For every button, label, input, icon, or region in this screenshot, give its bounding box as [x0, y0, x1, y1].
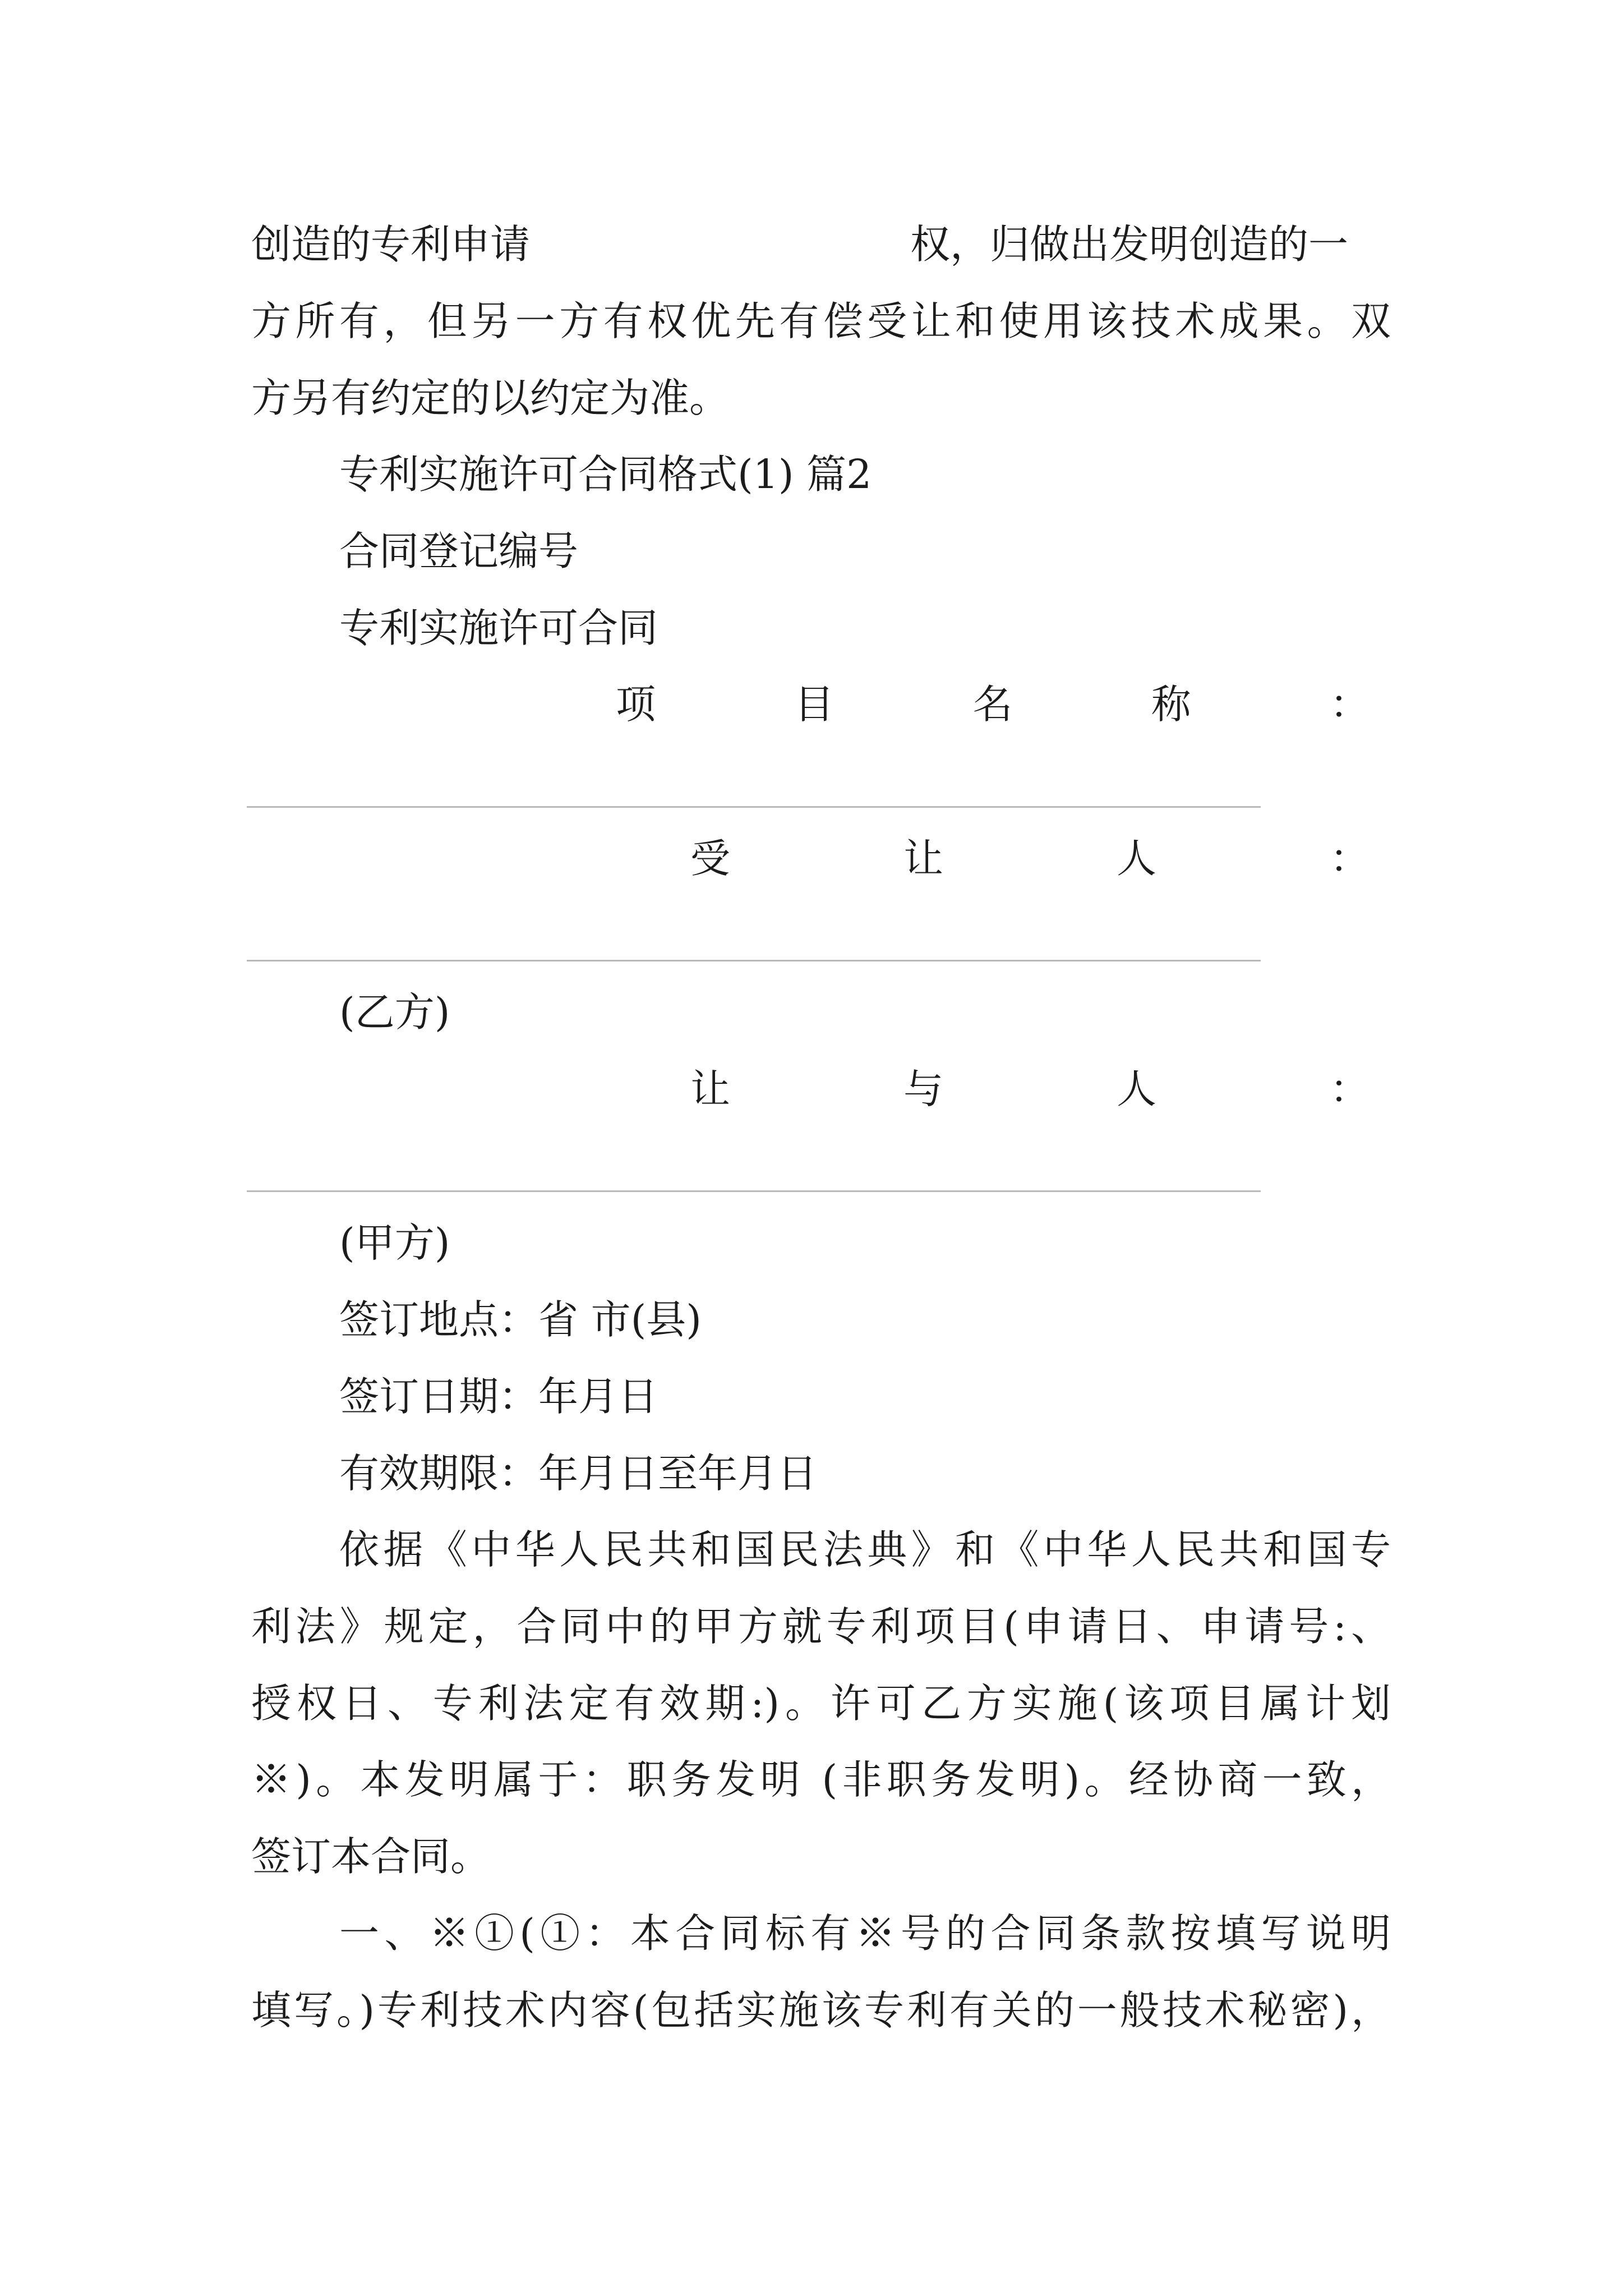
para3-line2: 填写。)专利技术内容(包括实施该专利有关的一般技术秘密)，: [251, 1987, 1391, 2033]
char: 与: [903, 1066, 943, 1112]
assignor-label: [690, 1066, 1370, 1112]
para2-line5: 签订本合同。: [251, 1833, 491, 1880]
signing-date: 签订日期：年月日: [339, 1373, 658, 1420]
para2-line1: 依据《中华人民共和国民法典》和《中华人民共和国专: [339, 1526, 1391, 1573]
char: 让: [903, 835, 943, 882]
char: 项: [616, 681, 656, 728]
para1-line3: 方另有约定的以约定为准。: [251, 375, 730, 421]
char: ：: [1329, 681, 1370, 728]
char: 受: [690, 835, 731, 882]
para1-line1-start: 创造的专利申请: [251, 221, 531, 268]
para1-line1-end: 权，归做出发明创造的一: [910, 221, 1349, 268]
section-heading: 专利实施许可合同格式(1) 篇2: [339, 451, 872, 498]
registration-number-label: 合同登记编号: [339, 528, 579, 574]
char: 让: [690, 1066, 731, 1112]
assignee-blank-line: [247, 960, 1261, 961]
char: 称: [1151, 681, 1191, 728]
assignor-blank-line: [247, 1190, 1261, 1192]
para2-line3: 授权日、专利法定有效期:)。许可乙方实施(该项目属计划: [251, 1680, 1391, 1727]
project-name-label: [616, 681, 1370, 728]
assignee-label: [690, 835, 1370, 882]
party-b-label: (乙方): [339, 989, 450, 1036]
para1-line2: 方所有，但另一方有权优先有偿受让和使用该技术成果。双: [251, 298, 1391, 344]
signing-place: 签订地点：省 市(县): [339, 1296, 702, 1343]
validity-period: 有效期限：年月日至年月日: [339, 1450, 818, 1497]
para2-line4: ※)。本发明属于：职务发明 (非职务发明)。经协商一致，: [251, 1756, 1391, 1803]
char: 目: [794, 681, 834, 728]
para3-line1: 一、※①(①：本合同标有※号的合同条款按填写说明: [339, 1910, 1391, 1957]
party-a-label: (甲方): [339, 1220, 450, 1266]
char: ：: [1329, 1066, 1370, 1112]
contract-title: 专利实施许可合同: [339, 605, 658, 651]
char: ：: [1329, 835, 1370, 882]
project-name-blank-line: [247, 806, 1261, 808]
char: 人: [1116, 835, 1156, 882]
para2-line2: 利法》规定，合同中的甲方就专利项目(申请日、申请号:、: [251, 1603, 1391, 1650]
char: 人: [1116, 1066, 1156, 1112]
char: 名: [972, 681, 1013, 728]
